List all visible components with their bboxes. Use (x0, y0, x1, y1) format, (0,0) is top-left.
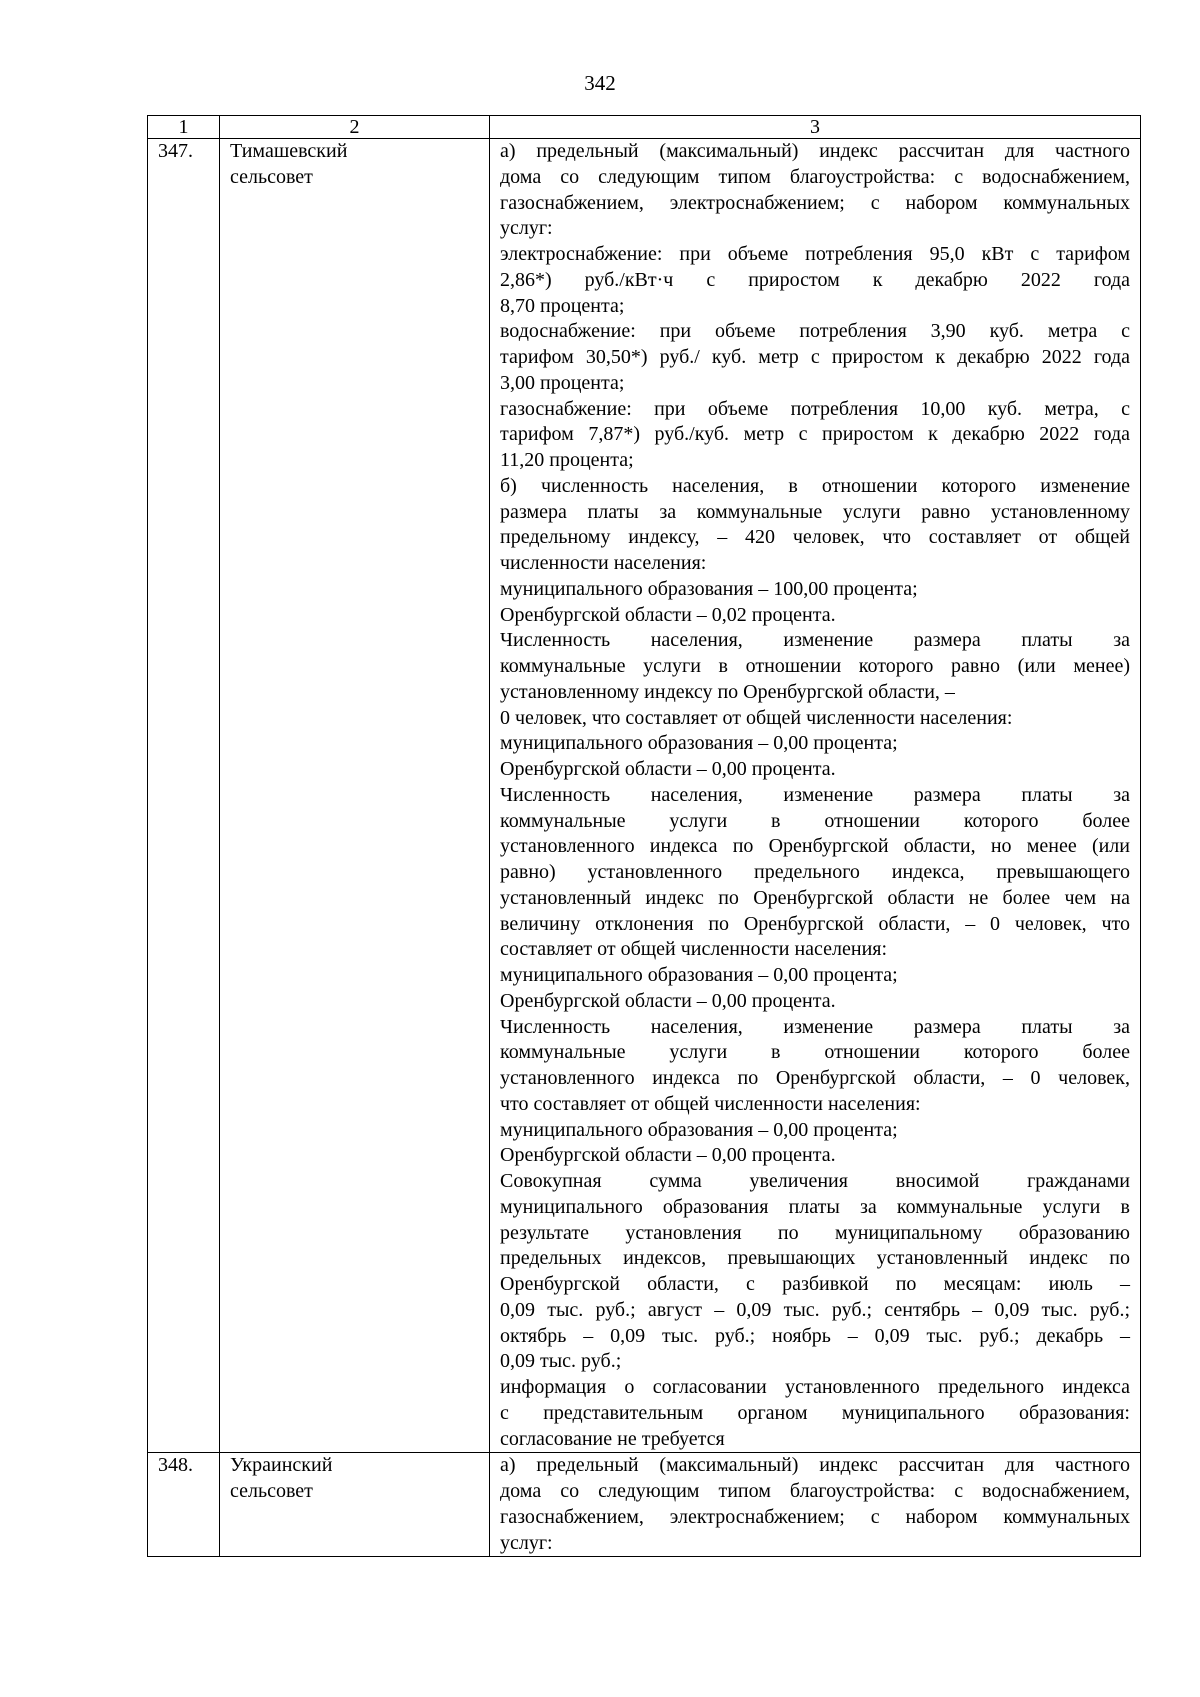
text-line: установленного индекса по Оренбургской области, но менее (или (500, 835, 1130, 858)
text-line: водоснабжение: при объеме потребления 3,90 куб. метра с (500, 320, 1130, 343)
table-header-row (148, 116, 1141, 139)
text-line: 0,09 тыс. руб.; август – 0,09 тыс. руб.; сентябрь – 0,09 тыс. руб.; (500, 1298, 1130, 1321)
text-line: Численность населения, изменение размера платы за (500, 1015, 1130, 1038)
text-line: Оренбургской области, с разбивкой по месяцам: июль – (500, 1273, 1130, 1295)
text-line: 0,09 тыс. руб.; (500, 1350, 622, 1373)
text-line: октябрь – 0,09 тыс. руб.; ноябрь – 0,09 тыс. руб.; декабрь – (500, 1324, 1130, 1347)
text-line: дома со следующим типом благоустройства: с водоснабжением, (500, 165, 1130, 188)
text-line: информация о согласовании установленного предельного индекса (500, 1376, 1130, 1398)
text-line: муниципального образования платы за коммунальные услуги в (500, 1195, 1130, 1218)
text-line: результате установления по муниципальному образованию (500, 1221, 1130, 1244)
document-table (147, 115, 1141, 1557)
settlement-name (220, 1453, 490, 1557)
text-line: газоснабжением, электроснабжением; с набором коммунальных (500, 191, 1130, 214)
text-line: а) предельный (максимальный) индекс рассчитан для частного (500, 1454, 1130, 1477)
text-line: предельных индексов, превышающих установленный индекс по (500, 1247, 1130, 1270)
text-line: установленный индекс по Оренбургской области не более чем на (500, 886, 1130, 909)
text-line: коммунальные услуги в отношении которого более (500, 1041, 1130, 1064)
text-line: величину отклонения по Оренбургской области, – 0 человек, что (500, 912, 1130, 935)
text-line: Оренбургской области – 0,00 процента. (500, 758, 836, 780)
text-line: Совокупная сумма увеличения вносимой гражданами (500, 1170, 1130, 1192)
text-line: б) численность населения, в отношении которого изменение (500, 474, 1130, 497)
text-line: Оренбургской области – 0,02 процента. (500, 603, 836, 626)
index-description (490, 139, 1141, 1453)
text-line: Численность населения, изменение размера платы за (500, 629, 1130, 652)
text-line: электроснабжение: при объеме потребления 95,0 кВт с тарифом (500, 243, 1130, 265)
text-line: установленного индекса по Оренбургской области, – 0 человек, (500, 1067, 1130, 1089)
text-line: что составляет от общей численности населения: (500, 1092, 921, 1115)
text-line: дома со следующим типом благоустройства: с водоснабжением, (500, 1480, 1130, 1502)
text-line: а) предельный (максимальный) индекс рассчитан для частного (500, 140, 1130, 162)
settlement-name-line: Украинский (230, 1454, 333, 1477)
text-line: составляет от общей численности населения: (500, 938, 888, 961)
text-line: тарифом 7,87*) руб./куб. метр с приростом к декабрю 2022 года (500, 423, 1130, 446)
text-line: газоснабжением, электроснабжением; с набором коммунальных (500, 1505, 1130, 1528)
page-number: 342 (584, 71, 616, 95)
text-line: 3,00 процента; (500, 371, 625, 394)
text-line: Численность населения, изменение размера платы за (500, 783, 1130, 806)
row-number: 347. (148, 139, 220, 1453)
text-line: равно) установленного предельного индекса, превышающего (500, 861, 1130, 883)
settlement-name-line: сельсовет (230, 165, 313, 188)
text-line: коммунальные услуги в отношении которого равно (или менее) (500, 655, 1130, 677)
text-line: муниципального образования – 100,00 процента; (500, 577, 918, 600)
settlement-name (220, 139, 490, 1453)
text-line: услуг: (500, 217, 553, 240)
text-line: муниципального образования – 0,00 процента; (500, 732, 898, 755)
text-line: согласование не требуется (500, 1427, 725, 1450)
index-description (490, 1453, 1141, 1557)
row-number: 348. (148, 1453, 220, 1557)
text-line: 8,70 процента; (500, 294, 625, 317)
text-line: численности населения: (500, 552, 707, 574)
column-header-1: 1 (148, 116, 220, 139)
text-line: размера платы за коммунальные услуги равно установленному (500, 500, 1130, 523)
text-line: тарифом 30,50*) руб./ куб. метр с приростом к декабрю 2022 года (500, 346, 1130, 368)
settlement-name-line: сельсовет (230, 1480, 313, 1502)
text-line: услуг: (500, 1531, 553, 1554)
text-line: 11,20 процента; (500, 449, 634, 471)
text-line: муниципального образования – 0,00 процента; (500, 964, 898, 986)
text-line: 0 человек, что составляет от общей численности населения: (500, 706, 1013, 729)
column-header-2: 2 (220, 116, 490, 139)
text-line: предельному индексу, – 420 человек, что составляет от общей (500, 526, 1130, 549)
text-line: газоснабжение: при объеме потребления 10,00 куб. метра, с (500, 397, 1130, 420)
text-line: муниципального образования – 0,00 процента; (500, 1118, 898, 1141)
text-line: 2,86*) руб./кВт·ч с приростом к декабрю 2022 года (500, 268, 1130, 291)
settlement-name-line: Тимашевский (230, 140, 348, 162)
text-line: установленному индексу по Оренбургской области, – (500, 680, 955, 703)
table-row (148, 1453, 1141, 1557)
column-header-3: 3 (490, 116, 1141, 139)
text-line: Оренбургской области – 0,00 процента. (500, 989, 836, 1012)
table-row (148, 139, 1141, 1453)
text-line: с представительным органом муниципального образования: (500, 1401, 1130, 1424)
text-line: Оренбургской области – 0,00 процента. (500, 1144, 836, 1167)
text-line: коммунальные услуги в отношении которого более (500, 809, 1130, 832)
